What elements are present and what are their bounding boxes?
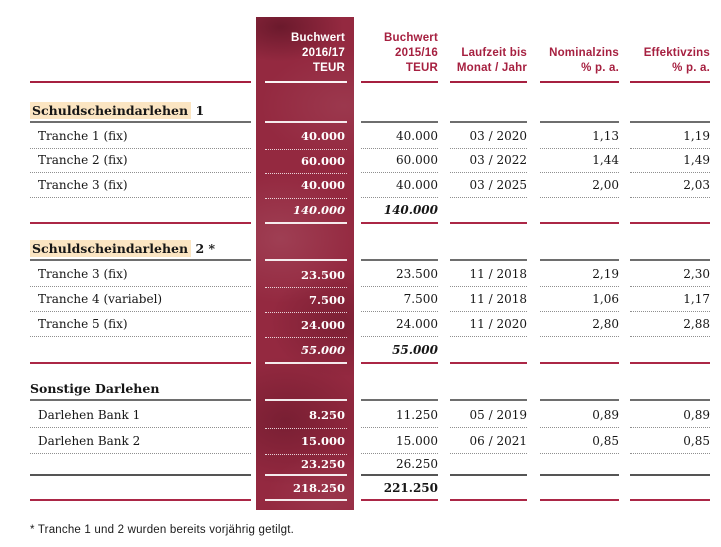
subtotal-buchwert-2015-16: 140.000 (383, 202, 438, 217)
cell-laufzeit: 11 / 2018 (450, 262, 527, 287)
cell-effektivzins: 1,19 (630, 124, 710, 149)
table-header (0, 0, 721, 95)
column-header-buchwert-2015-16: Buchwert 2015/16 TEUR (384, 32, 438, 74)
subtotal-row (0, 337, 721, 362)
cell-buchwert-2016-17: 40.000 (256, 173, 354, 198)
cell-nominalzins: 0,89 (540, 402, 619, 428)
cell-buchwert-2015-16: 24.000 (361, 312, 438, 337)
header-rule-laufzeit (450, 81, 527, 83)
cell-buchwert-2016-17: 60.000 (256, 149, 354, 174)
cell-nominalzins: 0,85 (540, 428, 619, 454)
total-row (0, 477, 721, 499)
cell-buchwert-2015-16: 23.500 (361, 262, 438, 287)
table-row (0, 124, 721, 149)
table-end-rule (0, 499, 721, 502)
subtotal-buchwert-2015-16: 26.250 (396, 457, 438, 471)
row-label: Darlehen Bank 2 (30, 428, 251, 454)
table-row (0, 149, 721, 174)
cell-buchwert-2015-16: 60.000 (361, 149, 438, 174)
row-label: Tranche 3 (fix) (30, 262, 251, 287)
cell-laufzeit: 06 / 2021 (450, 428, 527, 454)
section-title-highlight: Schuldscheindarlehen (30, 102, 191, 119)
subtotal-buchwert-2016-17: 140.000 (292, 202, 345, 217)
section-title-highlight: Schuldscheindarlehen (30, 240, 191, 257)
section-header-schuldscheindarlehen-1 (0, 95, 721, 121)
table-row (0, 428, 721, 454)
subtotal-buchwert-2015-16: 55.000 (392, 342, 438, 357)
cell-laufzeit: 11 / 2020 (450, 312, 527, 337)
row-label: Tranche 3 (fix) (30, 173, 251, 198)
cell-laufzeit: 03 / 2022 (450, 149, 527, 174)
table-row (0, 173, 721, 198)
cell-nominalzins: 1,13 (540, 124, 619, 149)
section-title: Sonstige Darlehen (30, 381, 160, 396)
header-rule-label-column (30, 81, 251, 83)
cell-nominalzins: 1,44 (540, 149, 619, 174)
cell-buchwert-2015-16: 7.500 (361, 287, 438, 312)
section-title-suffix: 2 * (191, 241, 216, 256)
subtotal-row (0, 454, 721, 474)
cell-buchwert-2016-17: 23.500 (256, 262, 354, 287)
cell-buchwert-2015-16: 15.000 (361, 428, 438, 454)
column-header-buchwert-2016-17: Buchwert 2016/17 TEUR (291, 32, 345, 74)
subtotal-buchwert-2016-17: 55.000 (300, 342, 345, 357)
column-header-effektivzins: Effektivzins % p. a. (643, 47, 710, 74)
table-row (0, 402, 721, 428)
cell-effektivzins: 1,49 (630, 149, 710, 174)
cell-buchwert-2016-17: 8.250 (256, 402, 354, 428)
row-label: Tranche 5 (fix) (30, 312, 251, 337)
cell-buchwert-2016-17: 40.000 (256, 124, 354, 149)
column-header-laufzeit: Laufzeit bis Monat / Jahr (456, 47, 527, 74)
cell-nominalzins: 2,80 (540, 312, 619, 337)
total-buchwert-2015-16: 221.250 (383, 481, 438, 495)
cell-effektivzins: 0,89 (630, 402, 710, 428)
table-row (0, 312, 721, 337)
cell-nominalzins: 2,19 (540, 262, 619, 287)
cell-effektivzins: 1,17 (630, 287, 710, 312)
cell-laufzeit: 11 / 2018 (450, 287, 527, 312)
cell-buchwert-2016-17: 15.000 (256, 428, 354, 454)
cell-nominalzins: 1,06 (540, 287, 619, 312)
table-row (0, 262, 721, 287)
cell-laufzeit: 05 / 2019 (450, 402, 527, 428)
cell-buchwert-2015-16: 11.250 (361, 402, 438, 428)
column-header-nominalzins: Nominalzins % p. a. (549, 47, 619, 74)
cell-buchwert-2016-17: 7.500 (256, 287, 354, 312)
cell-nominalzins: 2,00 (540, 173, 619, 198)
section-end-rule (0, 362, 721, 365)
footnote: * Tranche 1 und 2 wurden bereits vorjährig getilgt. (30, 524, 294, 536)
cell-effektivzins: 2,88 (630, 312, 710, 337)
total-buchwert-2016-17: 218.250 (292, 481, 345, 495)
table-row (0, 287, 721, 312)
section-header-schuldscheindarlehen-2 (0, 233, 721, 259)
cell-buchwert-2015-16: 40.000 (361, 173, 438, 198)
subtotal-row (0, 198, 721, 223)
row-label: Tranche 4 (variabel) (30, 287, 251, 312)
cell-effektivzins: 2,03 (630, 173, 710, 198)
header-rule-buchwert-2016-17 (265, 81, 347, 83)
cell-laufzeit: 03 / 2025 (450, 173, 527, 198)
row-label: Tranche 2 (fix) (30, 149, 251, 174)
cell-buchwert-2015-16: 40.000 (361, 124, 438, 149)
row-label: Tranche 1 (fix) (30, 124, 251, 149)
row-label: Darlehen Bank 1 (30, 402, 251, 428)
cell-buchwert-2016-17: 24.000 (256, 312, 354, 337)
section-header-sonstige-darlehen (0, 373, 721, 399)
cell-effektivzins: 0,85 (630, 428, 710, 454)
subtotal-buchwert-2016-17: 23.250 (300, 457, 345, 471)
cell-laufzeit: 03 / 2020 (450, 124, 527, 149)
section-end-rule (0, 222, 721, 225)
header-rule-effektivzins (630, 81, 710, 83)
header-rule-buchwert-2015-16 (361, 81, 438, 83)
cell-effektivzins: 2,30 (630, 262, 710, 287)
table-body (0, 95, 721, 502)
section-title-suffix: 1 (191, 103, 205, 118)
header-rule-nominalzins (540, 81, 619, 83)
